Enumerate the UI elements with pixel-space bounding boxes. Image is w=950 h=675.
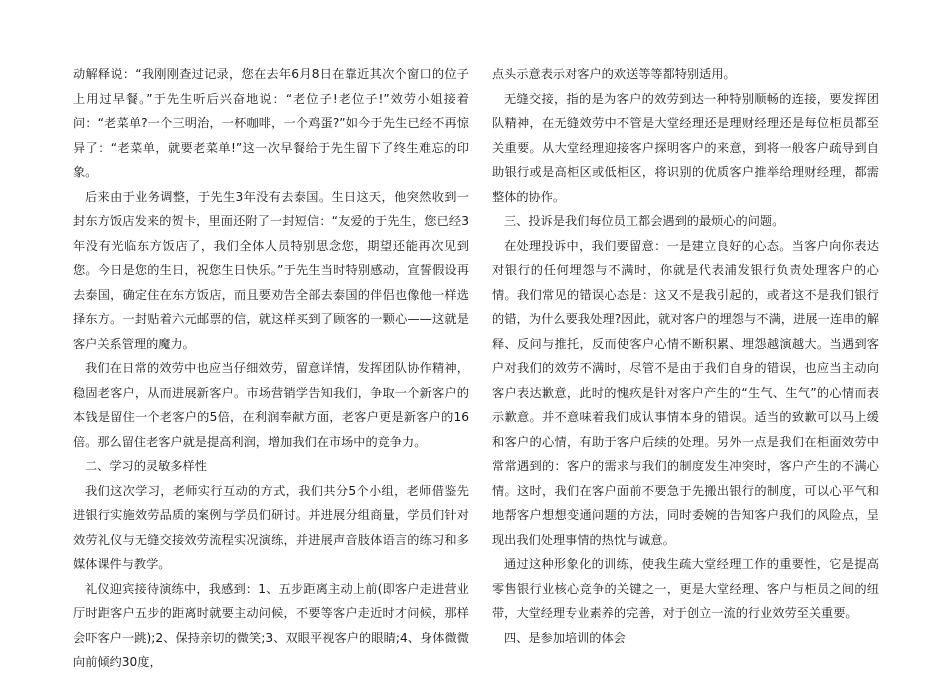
paragraph: 通过这种形象化的训练，使我生疏大堂经理工作的重要性，它是提高零售银行业核心竞争的关键之一，更是大堂经理、客户与柜员之间的纽带，大堂经理专业素养的完善，对于创立一流的行业效劳至关重要。 (492, 557, 879, 620)
paragraph: 后来由于业务调整，于先生3年没有去泰国。生日这天，他突然收到一封东方饭店发来的贺卡，里面还附了一封短信：“友爱的于先生，您已经3年没有光临东方饭店了，我们全体人员特别思念您，期望还能再次见到您。今日是您的生日，祝您生日快乐。”于先生当时特别感动，宣誓假设再去泰国，确定住在东方饭店，而且要劝告全部去泰国的伴侣也像他一样选择东方。一封贴着六元邮票的信，就这样买到了顾客的一颗心——这就是客户关系管理的魔力。 (73, 189, 469, 351)
left-column (73, 62, 469, 675)
paragraph: 我们这次学习，老师实行互动的方式，我们共分5个小组，老师借鉴先进银行实施效劳品质的案例与学员们研讨。并进展分组商量，学员们针对效劳礼仪与无缝交接效劳流程实况演练，并进展声音肢体语言的练习和多媒体课件与教学。 (73, 483, 469, 571)
section-heading: 四、是参加培训的体会 (504, 630, 626, 645)
paragraph: 无缝交接，指的是为客户的效劳到达一种特别顺畅的连接，要发挥团队精神，在无缝效劳中不管是大堂经理还是理财经理还是每位柜员都至关重要。从大堂经理迎接客户探明客户的来意，到将一般客户疏导到自助银行或是高柜区或低柜区，将识别的优质客户推举给理财经理，都需整体的协作。 (492, 91, 879, 204)
paragraph: 我们在日常的效劳中也应当仔细效劳，留意详情，发挥团队协作精神，稳固老客户，从而进展新客户。市场营销学告知我们，争取一个新客户的本钱是留住一个老客户的5倍，在利润奉献方面，老客户更是新客户的16倍。那么留住老客户就是提高利润，增加我们在市场中的竞争力。 (73, 361, 469, 449)
section-heading: 三、投诉是我们每位员工都会遇到的最烦心的问题。 (504, 214, 785, 228)
paragraph: 礼仪迎宾接待演练中，我感到：1、五步距离主动上前(即客户走进营业厅时距客户五步的距离时就要主动问候，不要等客户走近时才问候，那样会吓客户一跳);2、保持亲切的微笑;3、双眼平视客户的眼睛;4、身体微微向前倾约30度， (73, 581, 469, 669)
paragraph: 动解释说：“我刚刚查过记录，您在去年6月8日在靠近其次个窗口的位子上用过早餐。”于先生听后兴奋地说：“老位子!老位子!”效劳小姐接着问：“老菜单?一个三明治，一杯咖啡，一个鸡蛋?”如今于先生已经不再惊异了：“老菜单，就要老菜单!”这一次早餐给于先生留下了终生难忘的印象。 (73, 67, 469, 179)
paragraph: 点头示意表示对客户的欢送等等都特别适用。 (492, 67, 736, 81)
right-column (492, 62, 879, 650)
paragraph: 在处理投诉中，我们要留意：一是建立良好的心态。当客户向你表达对银行的任何埋怨与不满时，你就是代表浦发银行负责处理客户的心情。我们常见的错误心态是：这又不是我引起的，或者这不是我们银行的错，为什么要我处理?因此，就对客户的埋怨与不满，进展一连串的解释、反问与推托，反而使客户心情不断积累、埋怨越演越大。当遇到客户对我们的效劳不满时，尽管不是由于我们自身的错误，也应当主动向客户表达歉意，此时的愧疚是针对客户产生的“生气、生气”的心情而表示歉意。并不意味着我们成认事情本身的错误。适当的致歉可以马上缓和客户的心情，有助于客户后续的处理。另外一点是我们在柜面效劳中常常遇到的：客户的需求与我们的制度发生冲突时，客户产生的不满心情。这时，我们在客户面前不要急于先搬出银行的制度，可以心平气和地帮客户想想变通问题的方法，同时委婉的告知客户我们的风险点，呈现出我们处理事情的热忱与诚意。 (492, 238, 879, 547)
section-heading: 二、学习的灵敏多样性 (85, 459, 207, 473)
